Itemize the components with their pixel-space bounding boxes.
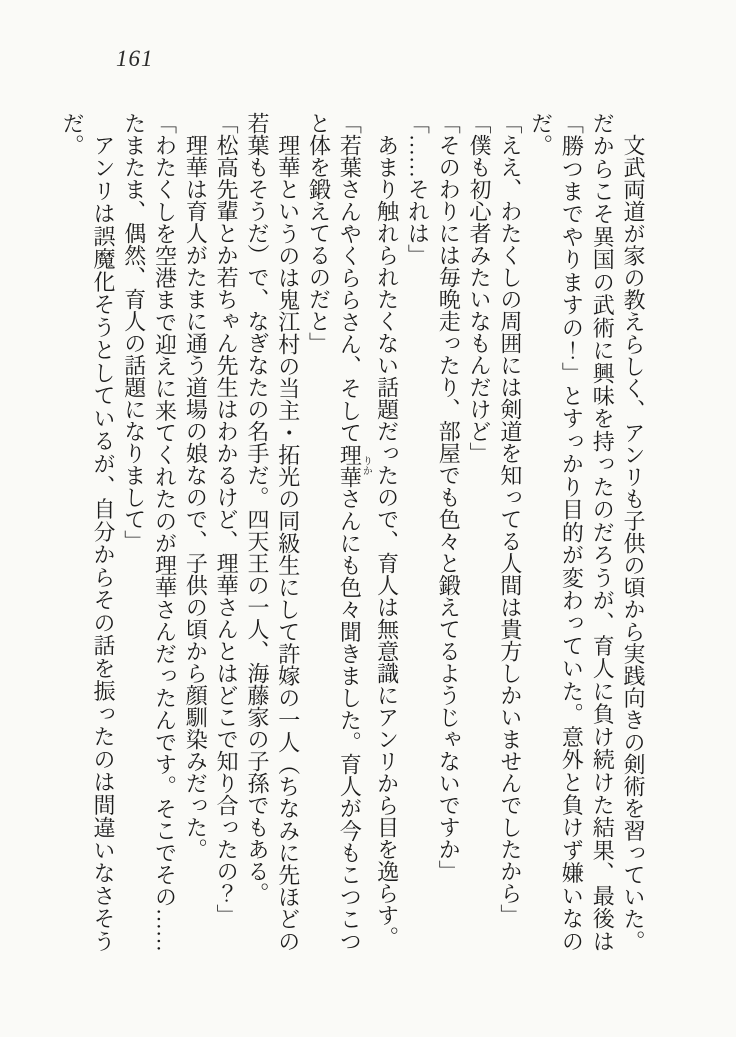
paragraph-narrative-5: アンリは誤魔化そうとしているが、自分からその話を振ったのは間違いなさそうだ。 xyxy=(60,112,116,953)
dialogue-post-text: さんにも色々聞きました。育人が今もこつこつと体を鍛えてるのだと」 xyxy=(306,112,363,953)
paragraph-dialogue-ikuto-3: 「松高先輩とか若ちゃん先生はわかるけど、理華さんとはどこで知り合ったの？」 xyxy=(214,112,240,926)
ruby-rika xyxy=(337,443,372,488)
paragraph-dialogue-anri-3 xyxy=(303,112,371,952)
page-number: 161 xyxy=(116,46,154,71)
paragraph-narrative-4: 理華は育人がたまに通う道場の娘なので、子供の頃から顔馴染みだった。 xyxy=(183,134,209,860)
paragraph-dialogue-anri-2: 「そのわりには毎晩走ったり、部屋でも色々と鍛えてるようじゃないですか」 xyxy=(436,112,462,882)
paragraph-narrative-3: 理華というのは鬼江村の当主・拓光の同級生にして許嫁の一人（ちなみに先ほどの若葉もそうだ）で、なぎなたの名手だ。四天王の一人、海藤家の子孫でもある。 xyxy=(244,112,301,952)
paragraph-narrative-2: あまり触れられたくない話題だったので、育人は無意識にアンリから目を逸らす。 xyxy=(374,134,400,948)
vertical-text-block xyxy=(56,112,648,952)
paragraph-dialogue-ikuto-2: 「……それは」 xyxy=(405,112,431,266)
paragraph-narrative-1: 文武両道が家の教えらしく、アンリも子供の頃から実践向きの剣術を習っていた。だからこそ異国の武術に興味を持ったのだろうが、育人に負け続けた結果、最後は「勝つまでやりますの！」とすっかり目的が変わっていた。意外と負けず嫌いなのだ。 xyxy=(528,112,646,953)
paragraph-dialogue-ikuto-1: 「僕も初心者みたいなもんだけど」 xyxy=(467,112,493,464)
dialogue-pre-text: 「若葉さんやくららさん、そして xyxy=(337,112,363,444)
ruby-furigana-text: りか xyxy=(360,443,372,488)
ruby-base-text: 理華 xyxy=(337,443,363,488)
paragraph-dialogue-anri-1: 「ええ、わたくしの周囲には剣道を知ってる人間は貴方しかいませんでしたから」 xyxy=(497,112,523,926)
paragraph-dialogue-anri-4: 「わたくしを空港まで迎えに来てくれたのが理華さんだったんです。そこでその……たまたま、偶然、育人の話題になりまして」 xyxy=(121,112,178,952)
